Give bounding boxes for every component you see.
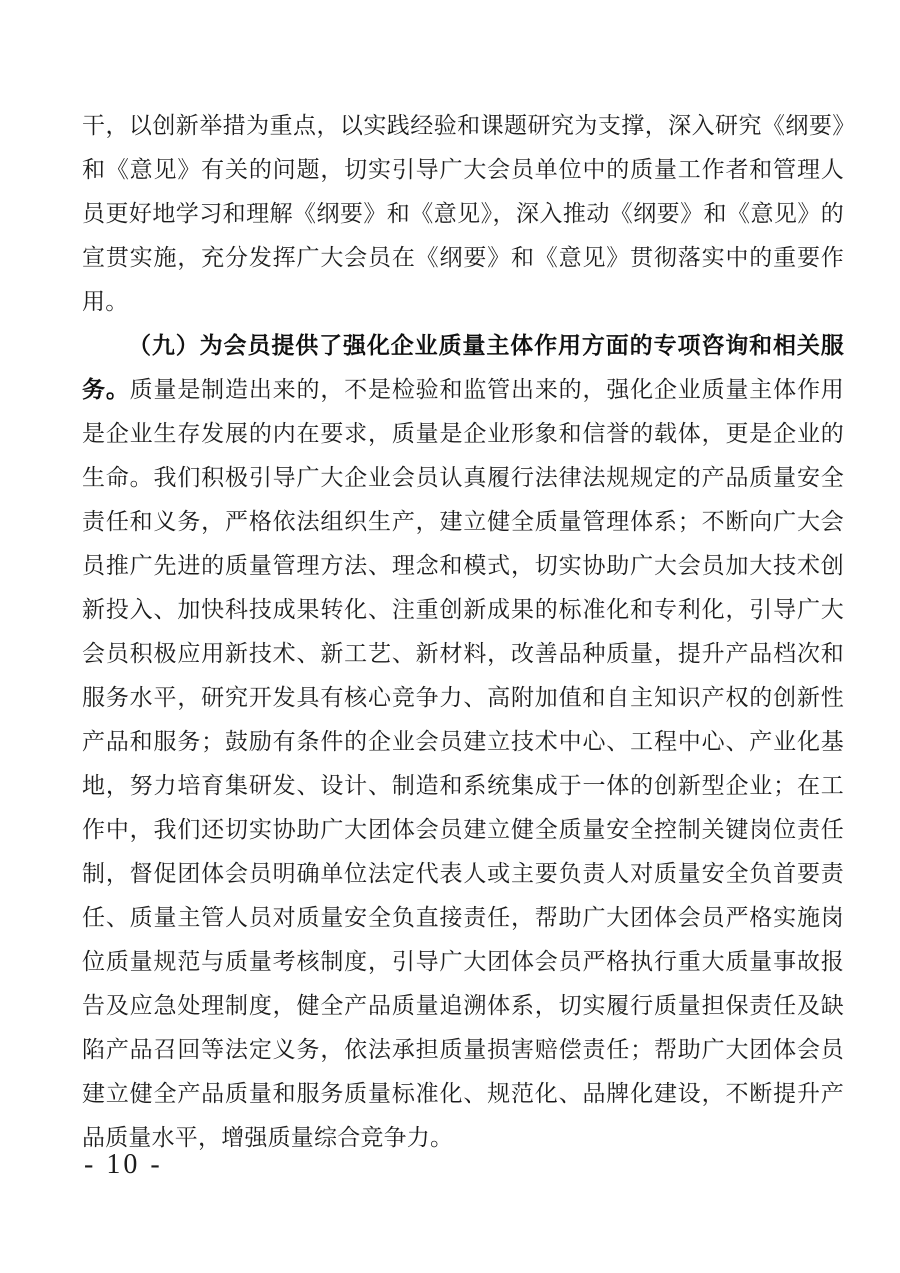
- page-number: - 10 -: [84, 1149, 163, 1180]
- paragraph-section-nine: [82, 324, 844, 1160]
- document-text-block: [82, 104, 844, 1160]
- section-nine-body: 质量是制造出来的，不是检验和监管出来的，强化企业质量主体作用是企业生存发展的内在要求，质量是企业形象和信誉的载体，更是企业的生命。我们积极引导广大企业会员认真履行法律法规规定的产品质量安全责任和义务，严格依法组织生产，建立健全质量管理体系；不断向广大会员推广先进的质量管理方法、理念和模式，切实协助广大会员加大技术创新投入、加快科技成果转化、注重创新成果的标准化和专利化，引导广大会员积极应用新技术、新工艺、新材料，改善品种质量，提升产品档次和服务水平，研究开发具有核心竞争力、高附加值和自主知识产权的创新性产品和服务；鼓励有条件的企业会员建立技术中心、工程中心、产业化基地，努力培育集研发、设计、制造和系统集成于一体的创新型企业；在工作中，我们还切实协助广大团体会员建立健全质量安全控制关键岗位责任制，督促团体会员明确单位法定代表人或主要负责人对质量安全负首要责任、质量主管人员对质量安全负直接责任，帮助广大团体会员严格实施岗位质量规范与质量考核制度，引导广大团体会员严格执行重大质量事故报告及应急处理制度，健全产品质量追溯体系，切实履行质量担保责任及缺陷产品召回等法定义务，依法承担质量损害赔偿责任；帮助广大团体会员建立健全产品质量和服务质量标准化、规范化、品牌化建设，不断提升产品质量水平，增强质量综合竞争力。: [82, 377, 845, 1150]
- paragraph-continuation: 干，以创新举措为重点，以实践经验和课题研究为支撑，深入研究《纲要》和《意见》有关的问题，切实引导广大会员单位中的质量工作者和管理人员更好地学习和理解《纲要》和《意见》，深入推动《纲要》和《意见》的宣贯实施，充分发挥广大会员在《纲要》和《意见》贯彻落实中的重要作用。: [82, 113, 844, 314]
- section-nine-heading: （九）为会员提供了强化企业质量主体作用方面的专项咨询和相关服务。: [82, 333, 844, 402]
